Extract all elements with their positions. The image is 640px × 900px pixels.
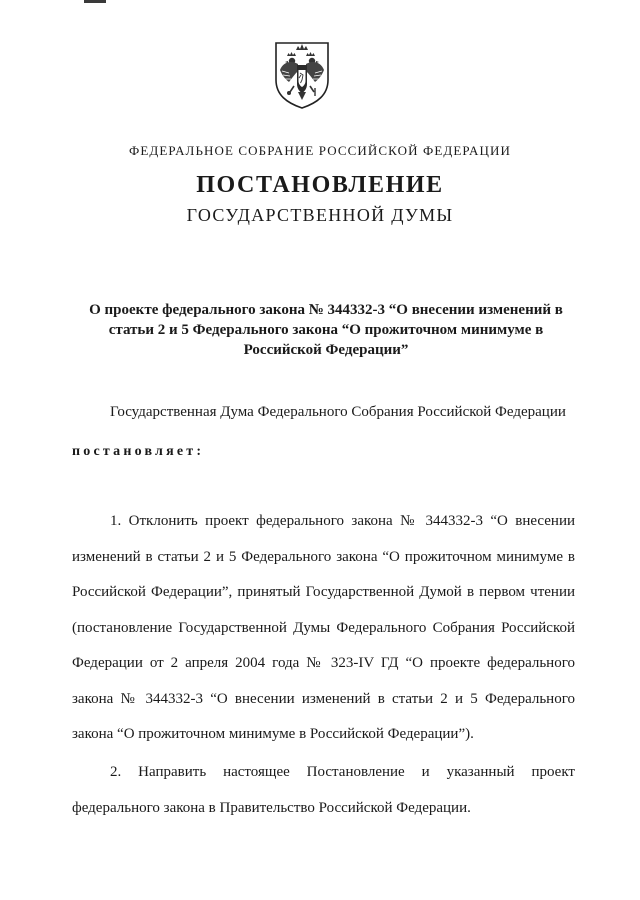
resolution-subject-line: статьи 2 и 5 Федерального закона “О прожиточном минимуме в — [108, 322, 544, 338]
decree-intro: Государственная Дума Федерального Собрания Российской Федерации — [110, 404, 566, 420]
resolution-subject — [72, 300, 580, 360]
paragraph-line: закона № 344332-3 “О внесении изменений в статьи 2 и 5 Федерального — [72, 690, 575, 707]
paragraph-line: (постановление Государственной Думы Федерального Собрания Российской — [72, 619, 575, 636]
paragraph-line: федерального закона в Правительство Российской Федерации. — [72, 799, 471, 816]
paragraph-line: изменений в статьи 2 и 5 Федерального закона “О прожиточном минимуме в — [72, 548, 575, 565]
resolution-subject-line: О проекте федерального закона № 344332-3 “О внесении изменений в — [89, 302, 563, 318]
paragraph-line: 2. Направить настоящее Постановление и указанный проект — [110, 764, 575, 780]
document-type-title: ПОСТАНОВЛЕНИЕ — [196, 172, 444, 198]
russian-coat-of-arms-icon — [273, 40, 331, 110]
document-issuer: ГОСУДАРСТВЕННОЙ ДУМЫ — [186, 205, 454, 225]
paragraph-line: Российской Федерации”, принятый Государственной Думой в первом чтении — [72, 584, 575, 600]
paragraph-1 — [72, 504, 575, 753]
assembly-heading: ФЕДЕРАЛЬНОЕ СОБРАНИЕ РОССИЙСКОЙ ФЕДЕРАЦИИ — [128, 143, 511, 158]
paragraph-line: Федерации от 2 апреля 2004 года № 323-IV ГД “О проекте федерального — [72, 655, 575, 671]
paragraph-line: закона “О прожиточном минимуме в Российской Федерации”). — [72, 726, 474, 742]
paragraph-2 — [72, 755, 575, 826]
scan-artifact — [84, 0, 106, 3]
paragraph-line: 1. Отклонить проект федерального закона № 344332-3 “О внесении — [110, 513, 575, 529]
decree-verb: постановляет: — [72, 444, 205, 459]
resolution-subject-line: Российской Федерации” — [243, 342, 409, 358]
